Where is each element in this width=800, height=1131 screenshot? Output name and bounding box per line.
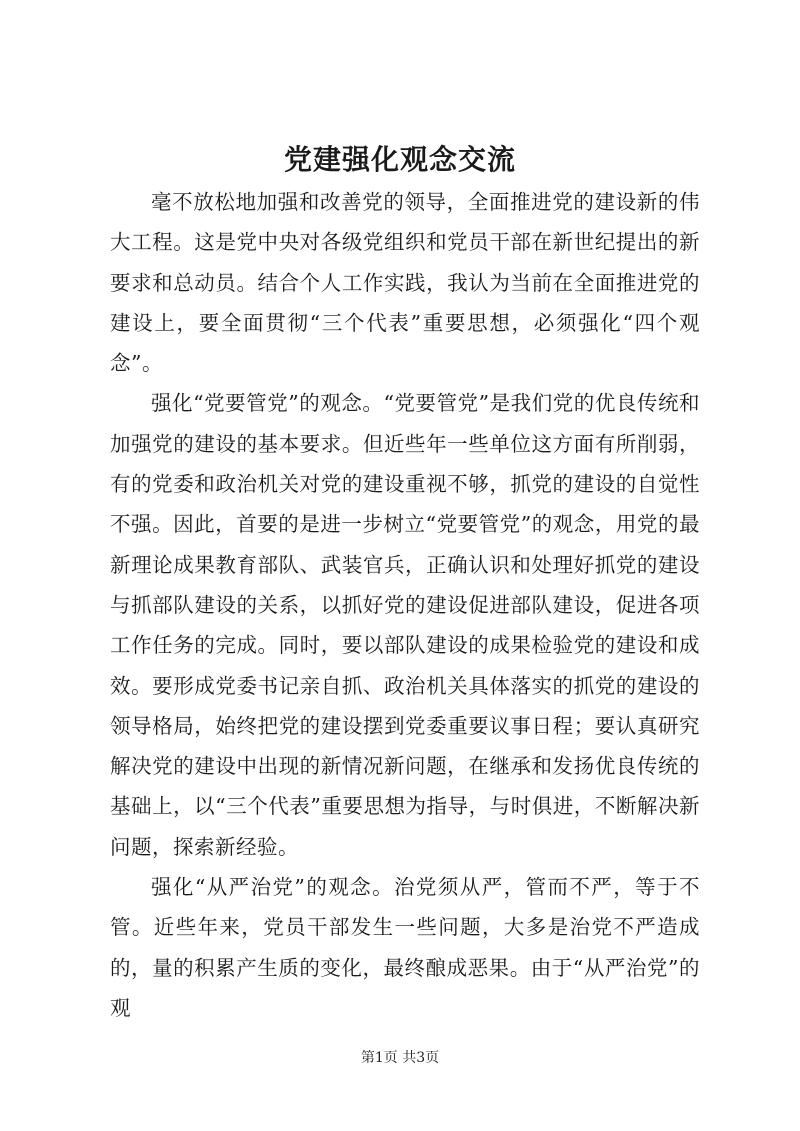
document-body <box>110 182 700 1028</box>
document-title: 党建强化观念交流 <box>283 143 516 176</box>
paragraph-party-governs-party: 强化“党要管党”的观念。“党要管党”是我们党的优良传统和加强党的建设的基本要求。但近些年一些单位这方面有所削弱，有的党委和政治机关对党的建设重视不够，抓党的建设的自觉性不强。因此，首要的是进一步树立“党要管党”的观念，用党的最新理论成果教育部队、武装官兵，正确认识和处理好抓党的建设与抓部队建设的关系，以抓好党的建设促进部队建设，促进各项工作任务的完成。同时，要以部队建设的成果检验党的建设和成效。要形成党委书记亲自抓、政治机关具体落实的抓党的建设的领导格局，始终把党的建设摆到党委重要议事日程；要认真研究解决党的建设中出现的新情况新问题，在继承和发扬优良传统的基础上，以“三个代表”重要思想为指导，与时俱进，不断解决新问题，探索新经验。 <box>110 391 700 859</box>
paragraph-strict-governance: 强化“从严治党”的观念。治党须从严，管而不严，等于不管。近些年来，党员干部发生一些问题，大多是治党不严造成的，量的积累产生质的变化，最终酿成恶果。由于“从严治党”的观 <box>110 875 700 1020</box>
paragraph-intro: 毫不放松地加强和改善党的领导，全面推进党的建设新的伟大工程。这是党中央对各级党组织和党员干部在新世纪提出的新要求和总动员。结合个人工作实践，我认为当前在全面推进党的建设上，要全面贯彻“三个代表”重要思想，必须强化“四个观念”。 <box>110 190 700 376</box>
page-number: 第1页 共3页 <box>360 1050 440 1066</box>
page-footer <box>0 1048 800 1068</box>
